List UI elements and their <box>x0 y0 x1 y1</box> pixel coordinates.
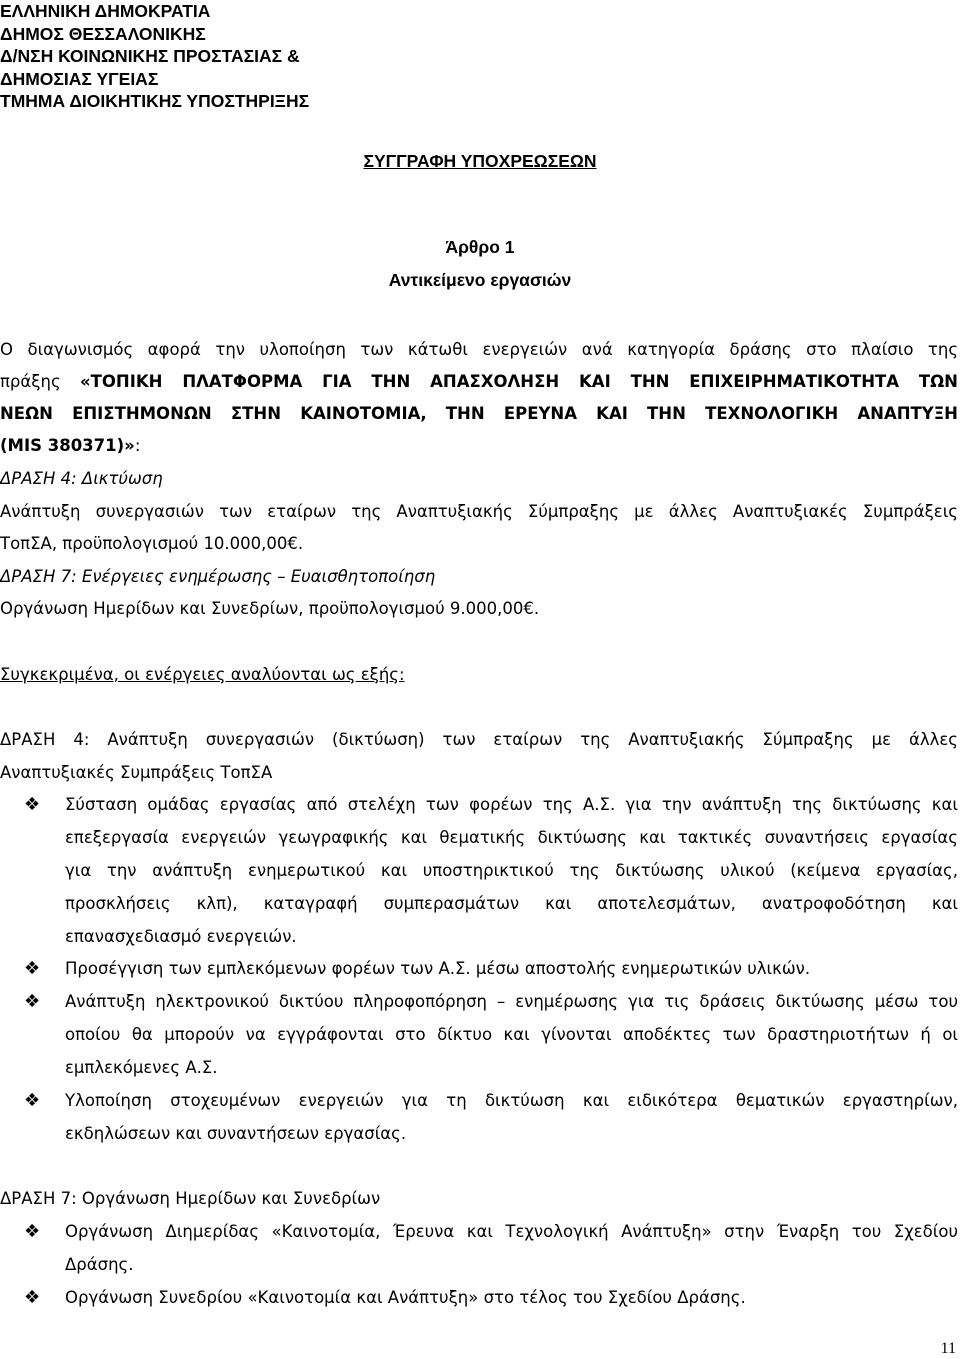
action7-heading: ΔΡΑΣΗ 7: Οργάνωση Ημερίδων και Συνεδρίων <box>0 1189 381 1208</box>
list-item-line: Σύσταση ομάδας εργασίας από στελέχη των φορέων της Α.Σ. για την ανάπτυξη της δικτύωσης και <box>65 795 958 814</box>
section-intro: Συγκεκριμένα, οι ενέργειες αναλύονται ως εξής: <box>0 665 405 684</box>
list-item-line: Ανάπτυξη ηλεκτρονικού δικτύου πληροφοπόρηση – ενημέρωσης για τις δράσεις δικτύωσης μέσω του <box>65 992 958 1011</box>
list-item-line: επανασχεδιασμό ενεργειών. <box>65 927 297 946</box>
mis-code: (MIS 380371)» <box>0 436 135 455</box>
intro-line <box>0 435 958 457</box>
issuer-header <box>0 0 309 113</box>
intro-line <box>0 371 958 393</box>
bullet-icon: ❖ <box>24 1090 41 1111</box>
action4-summary-title: ΔΡΑΣΗ 4: Δικτύωση <box>0 469 163 488</box>
list-item-line: οποίου θα μπορούν να εγγράφονται στο δίκτυο και γίνονται αποδέκτες των δραστηριοτήτων ή οι <box>65 1025 958 1044</box>
bullet-icon: ❖ <box>24 958 41 979</box>
project-title: «ΤΟΠΙΚΗ ΠΛΑΤΦΟΡΜΑ ΓΙΑ ΤΗΝ ΑΠΑΣΧΟΛΗΣΗ ΚΑΙ ΤΗΝ ΕΠΙΧΕΙΡΗΜΑΤΙΚΟΤΗΤΑ ΤΩΝ <box>79 372 958 391</box>
list-item-line: επεξεργασία ενεργειών γεωγραφικής και θεματικής δικτύωσης και τακτικές συναντήσεις εργασίας <box>65 828 958 847</box>
article-number: Άρθρο 1 <box>445 237 515 257</box>
action7-summary-desc: Οργάνωση Ημερίδων και Συνεδρίων, προϋπολογισμού 9.000,00€. <box>0 599 540 618</box>
article-subject: Αντικείμενο εργασιών <box>388 270 572 290</box>
intro-text: : <box>134 436 141 455</box>
header-line: ΔΗΜΟΣΙΑΣ ΥΓΕΙΑΣ <box>0 68 159 89</box>
bullet-icon: ❖ <box>24 794 41 815</box>
document-title: ΣΥΓΓΡΑΦΗ ΥΠΟΧΡΕΩΣΕΩΝ <box>363 151 597 171</box>
list-item-line: προσκλήσεις κλπ), καταγραφή συμπερασμάτων και αποτελεσμάτων, ανατροφοδότηση και <box>65 894 958 913</box>
action4-heading: ΔΡΑΣΗ 4: Ανάπτυξη συνεργασιών (δικτύωση) των εταίρων της Αναπτυξιακής Σύμπραξης με άλλες <box>0 730 958 749</box>
list-item-line: Οργάνωση Συνεδρίου «Καινοτομία και Ανάπτυξη» στο τέλος του Σχεδίου Δράσης. <box>65 1288 746 1307</box>
list-item-line: Υλοποίηση στοχευμένων ενεργειών για τη δικτύωση και ειδικότερα θεματικών εργαστηρίων, <box>65 1091 958 1110</box>
list-item-line: Οργάνωση Διημερίδας «Καινοτομία, Έρευνα και Τεχνολογική Ανάπτυξη» στην Έναρξη του Σχεδίου <box>65 1222 958 1241</box>
list-item-line: για την ανάπτυξη ενημερωτικού και υποστηρικτικού της δικτύωσης υλικού (κείμενα εργασίας, <box>65 861 958 880</box>
page-number: 11 <box>940 1340 956 1357</box>
header-line: ΤΜΗΜΑ ΔΙΟΙΚΗΤΙΚΗΣ ΥΠΟΣΤΗΡΙΞΗΣ <box>0 91 310 111</box>
action4-heading: Αναπτυξιακές Συμπράξεις ΤοπΣΑ <box>0 763 273 782</box>
header-line: ΕΛΛΗΝΙΚΗ ΔΗΜΟΚΡΑΤΙΑ <box>0 1 211 21</box>
project-title-line: ΝΕΩΝ ΕΠΙΣΤΗΜΟΝΩΝ ΣΤΗΝ ΚΑΙΝΟΤΟΜΙΑ, ΤΗΝ ΕΡΕΥΝΑ ΚΑΙ ΤΗΝ ΤΕΧΝΟΛΟΓΙΚΗ ΑΝΑΠΤΥΞΗ <box>0 404 958 423</box>
bullet-icon: ❖ <box>24 991 41 1012</box>
list-item-line: εκδηλώσεων και συναντήσεων εργασίας. <box>65 1124 407 1143</box>
intro-line: Ο διαγωνισμός αφορά την υλοποίηση των κάτωθι ενεργειών ανά κατηγορία δράσης στο πλαίσιο της <box>0 340 958 359</box>
bullet-icon: ❖ <box>24 1287 41 1308</box>
header-line: ΔΗΜΟΣ ΘΕΣΣΑΛΟΝΙΚΗΣ <box>0 23 206 44</box>
action7-summary-title: ΔΡΑΣΗ 7: Ενέργειες ενημέρωσης – Ευαισθητοποίηση <box>0 567 436 586</box>
action4-summary-desc: ΤοπΣΑ, προϋπολογισμού 10.000,00€. <box>0 534 304 553</box>
list-item-line: εμπλεκόμενες Α.Σ. <box>65 1058 218 1077</box>
action4-summary-desc: Ανάπτυξη συνεργασιών των εταίρων της Αναπτυξιακής Σύμπραξης με άλλες Αναπτυξιακές Συμπράξεις <box>0 502 958 521</box>
list-item-line: Προσέγγιση των εμπλεκόμενων φορέων των Α.Σ. μέσω αποστολής ενημερωτικών υλικών. <box>65 959 811 978</box>
bullet-icon: ❖ <box>24 1221 41 1242</box>
header-line: Δ/ΝΣΗ ΚΟΙΝΩΝΙΚΗΣ ΠΡΟΣΤΑΣΙΑΣ & <box>0 46 300 66</box>
list-item-line: Δράσης. <box>65 1255 134 1274</box>
intro-text: πράξης <box>0 372 80 391</box>
